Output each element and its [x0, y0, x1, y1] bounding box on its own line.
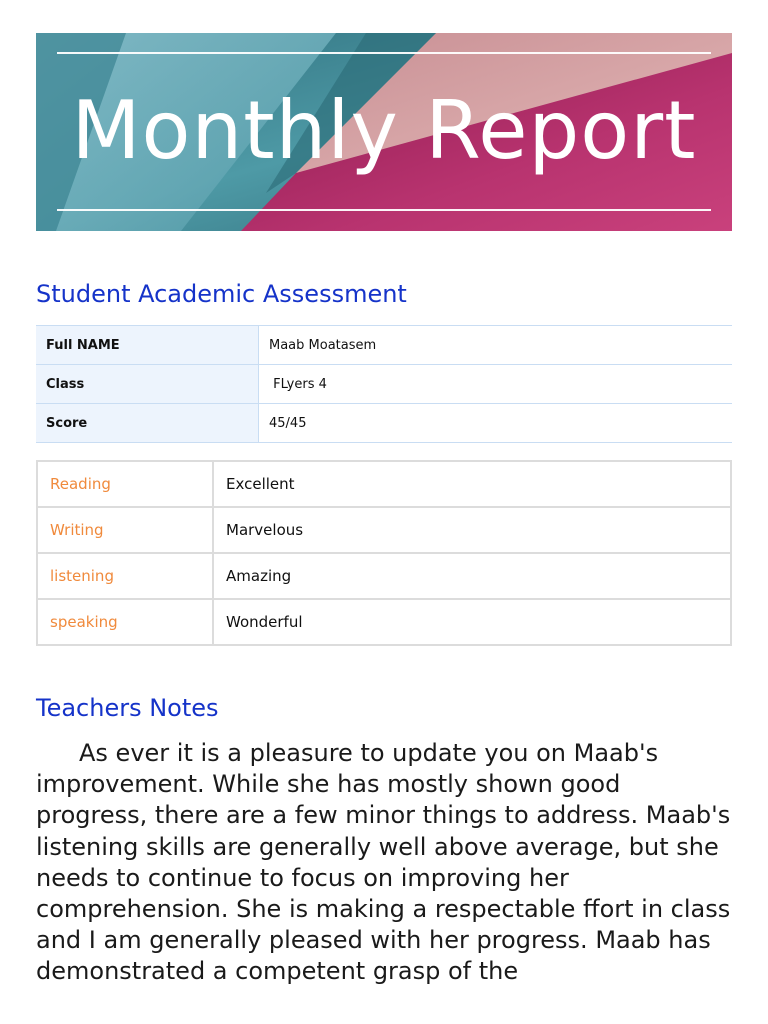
skill-grade: Excellent — [213, 461, 731, 507]
skill-name: Reading — [37, 461, 213, 507]
table-row — [36, 326, 732, 365]
skill-grade: Wonderful — [213, 599, 731, 645]
info-value: FLyers 4 — [259, 365, 733, 404]
skill-grade: Marvelous — [213, 507, 731, 553]
header-banner — [36, 33, 732, 231]
skill-name: listening — [37, 553, 213, 599]
table-row — [36, 365, 732, 404]
table-row — [36, 404, 732, 443]
info-label: Class — [36, 365, 259, 404]
skill-name: speaking — [37, 599, 213, 645]
info-label: Full NAME — [36, 326, 259, 365]
notes-heading: Teachers Notes — [36, 694, 219, 722]
info-value: 45/45 — [259, 404, 733, 443]
skills-table — [36, 460, 732, 646]
table-row — [37, 507, 731, 553]
skill-name: Writing — [37, 507, 213, 553]
info-label: Score — [36, 404, 259, 443]
report-title: Monthly Report — [71, 84, 697, 177]
banner-bottom-rule — [57, 209, 711, 211]
table-row — [37, 599, 731, 645]
table-row — [37, 461, 731, 507]
assessment-heading: Student Academic Assessment — [36, 280, 407, 308]
skill-grade: Amazing — [213, 553, 731, 599]
table-row — [37, 553, 731, 599]
info-value: Maab Moatasem — [259, 326, 733, 365]
teacher-notes-text: As ever it is a pleasure to update you on Maab's improvement. While she has mostly shown good progress, there are a few minor things to address. Maab's listening skills are generally well above average, but she needs to continue to focus on improving her comprehension. She is making a respectable ffort in class and I am generally pleased with her progress. Maab has demonstrated a competent grasp of the — [36, 739, 731, 986]
student-info-table — [36, 325, 732, 443]
banner-top-rule — [57, 52, 711, 54]
